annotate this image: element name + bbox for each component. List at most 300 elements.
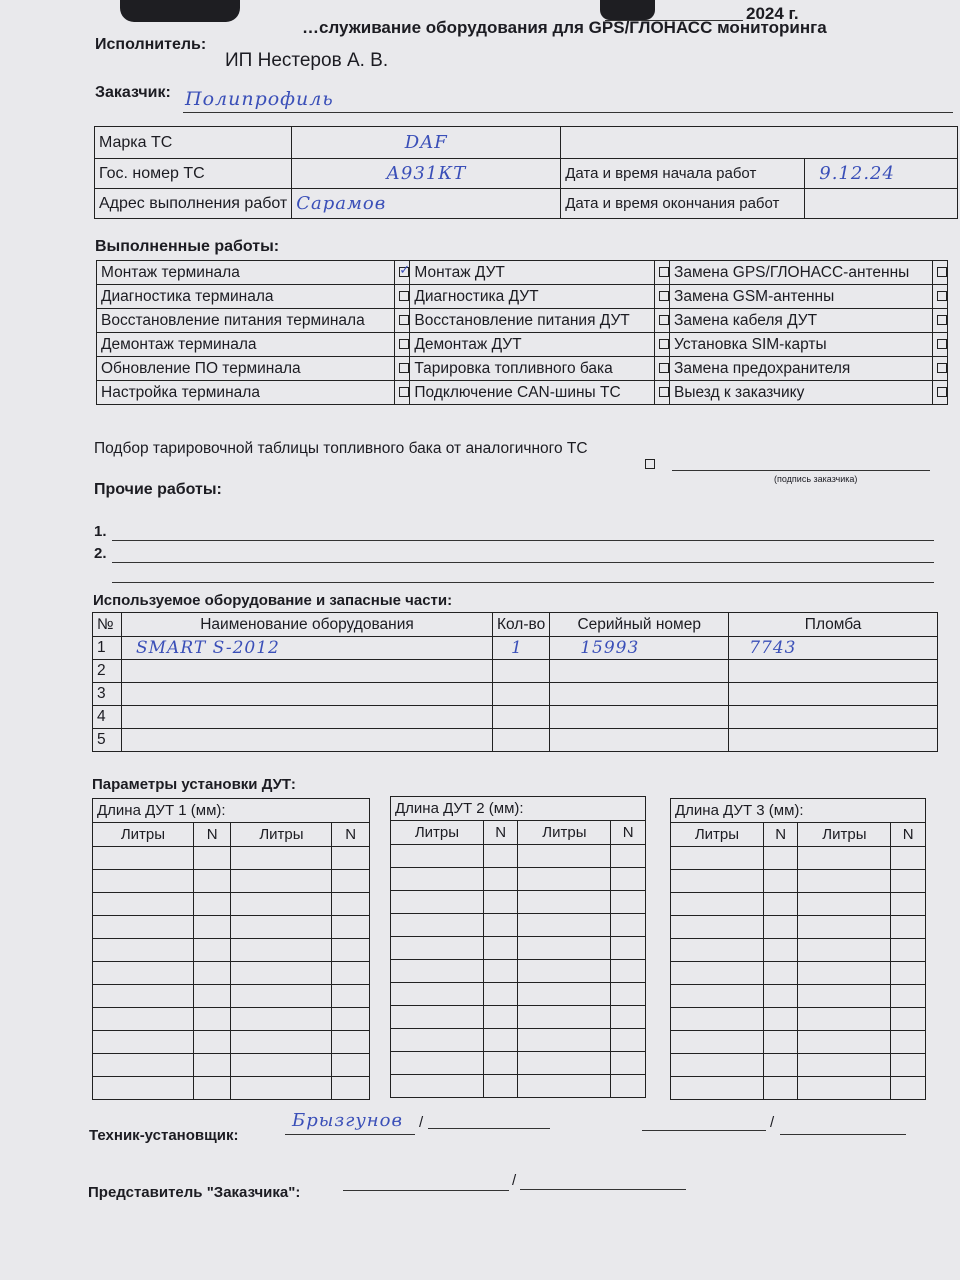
dut-cell[interactable] (332, 847, 370, 870)
row-number: 1 (93, 637, 122, 660)
dut-cell[interactable] (391, 868, 484, 891)
dut-cell[interactable] (391, 845, 484, 868)
clipboard-clip-right (600, 0, 655, 20)
work-label: Замена кабеля ДУТ (670, 309, 933, 333)
dut-cell[interactable] (763, 985, 798, 1008)
equipment-name (122, 683, 493, 706)
dut-cell[interactable] (231, 985, 332, 1008)
dut-cell[interactable] (611, 1029, 646, 1052)
work-checkbox[interactable] (937, 387, 947, 397)
dut-cell[interactable] (798, 916, 891, 939)
equipment-row (93, 637, 938, 660)
dut-row (93, 870, 370, 893)
equipment-name (122, 729, 493, 752)
dut-cell[interactable] (483, 960, 518, 983)
dut-cell[interactable] (231, 916, 332, 939)
dut-cell[interactable] (798, 1077, 891, 1100)
row-number: 3 (93, 683, 122, 706)
dut-col-liters: Литры (231, 823, 332, 847)
dut-cell[interactable] (671, 1054, 764, 1077)
start-label: Дата и время начала работ (561, 159, 805, 189)
work-label: Восстановление питания терминала (97, 309, 395, 333)
dut-cell[interactable] (93, 1008, 194, 1031)
dut-cell[interactable] (483, 891, 518, 914)
other-line-3[interactable] (112, 582, 934, 583)
dut-row (93, 916, 370, 939)
dut-col-n: N (611, 821, 646, 845)
work-checkbox[interactable] (399, 339, 409, 349)
representative-name-line[interactable] (520, 1189, 686, 1190)
equipment-qty: 1 (493, 637, 550, 660)
dut-cell[interactable] (891, 962, 926, 985)
col-seal: Пломба (729, 613, 938, 637)
equipment-seal (729, 706, 938, 729)
work-label: Установка SIM-карты (670, 333, 933, 357)
dut-cell[interactable] (193, 1031, 231, 1054)
equipment-qty (493, 660, 550, 683)
row-number: 5 (93, 729, 122, 752)
dut-cell[interactable] (798, 1008, 891, 1031)
row-number: 2 (93, 660, 122, 683)
dut-row (93, 1031, 370, 1054)
dut-row (671, 962, 926, 985)
equipment-row (93, 706, 938, 729)
dut-col-liters: Литры (93, 823, 194, 847)
dut-cell[interactable] (763, 916, 798, 939)
dut-row (391, 1029, 646, 1052)
work-label: Монтаж терминала (97, 261, 395, 285)
dut-table-title: Длина ДУТ 3 (мм): (671, 799, 926, 823)
works-row (97, 333, 948, 357)
dut-row (93, 1077, 370, 1100)
works-row (97, 357, 948, 381)
dut-cell[interactable] (231, 1008, 332, 1031)
dut-cell[interactable] (332, 1008, 370, 1031)
dut-row (93, 985, 370, 1008)
work-label: Замена предохранителя (670, 357, 933, 381)
dut-cell[interactable] (611, 868, 646, 891)
work-checkbox[interactable] (659, 387, 669, 397)
equipment-serial (550, 660, 729, 683)
work-checkbox[interactable] (659, 267, 669, 277)
work-label: Диагностика ДУТ (410, 285, 654, 309)
work-checkbox[interactable] (399, 315, 409, 325)
dut-cell[interactable] (193, 870, 231, 893)
dut-cell[interactable] (332, 939, 370, 962)
dut-cell[interactable] (891, 939, 926, 962)
dut-cell[interactable] (671, 1077, 764, 1100)
dut-row (391, 868, 646, 891)
dut-cell[interactable] (671, 870, 764, 893)
dut-cell[interactable] (193, 962, 231, 985)
dut-cell[interactable] (483, 868, 518, 891)
dut-row (391, 960, 646, 983)
dut-cell[interactable] (391, 1029, 484, 1052)
dut-row (93, 893, 370, 916)
dut-cell[interactable] (332, 962, 370, 985)
slash-1: / (419, 1114, 424, 1131)
dut-cell[interactable] (332, 1077, 370, 1100)
work-checkbox[interactable] (937, 339, 947, 349)
dut-cell[interactable] (891, 916, 926, 939)
dut-cell[interactable] (891, 1031, 926, 1054)
dut-col-n: N (763, 823, 798, 847)
technician-name-line[interactable] (428, 1128, 550, 1129)
work-checkbox[interactable] (399, 291, 409, 301)
dut-cell[interactable] (231, 870, 332, 893)
dut-row (671, 1008, 926, 1031)
dut-col-liters: Литры (798, 823, 891, 847)
dut-cell[interactable] (93, 870, 194, 893)
dut-cell[interactable] (798, 847, 891, 870)
dut-cell[interactable] (611, 845, 646, 868)
equipment-seal (729, 660, 938, 683)
dut-cell[interactable] (332, 916, 370, 939)
dut-row (671, 1077, 926, 1100)
dut-cell[interactable] (193, 985, 231, 1008)
dut-cell[interactable] (332, 1031, 370, 1054)
dut-cell[interactable] (671, 1008, 764, 1031)
dut-cell[interactable] (391, 1006, 484, 1029)
year: 2024 г. (746, 4, 799, 23)
clipboard-clip (120, 0, 240, 22)
dut-cell[interactable] (483, 937, 518, 960)
equipment-serial (550, 706, 729, 729)
dut-cell[interactable] (611, 891, 646, 914)
vehicle-table (94, 126, 958, 219)
dut-cell[interactable] (231, 939, 332, 962)
dut-table-1 (92, 798, 370, 1100)
address-value: Сарамов (292, 189, 561, 219)
address-label: Адрес выполнения работ (95, 189, 292, 219)
dut-col-liters: Литры (391, 821, 484, 845)
equipment-qty (493, 729, 550, 752)
dut-cell[interactable] (93, 1054, 194, 1077)
work-checkbox[interactable] (399, 363, 409, 373)
other-line-1[interactable] (112, 540, 934, 541)
dut-cell[interactable] (891, 985, 926, 1008)
dut-cell[interactable] (671, 893, 764, 916)
dut-table-title: Длина ДУТ 2 (мм): (391, 797, 646, 821)
dut-row (391, 914, 646, 937)
dut-col-n: N (332, 823, 370, 847)
work-label: Тарировка топливного бака (410, 357, 654, 381)
dut-cell[interactable] (332, 1054, 370, 1077)
work-checkbox[interactable] (659, 339, 669, 349)
dut-cell[interactable] (611, 1052, 646, 1075)
equipment-serial: 15993 (550, 637, 729, 660)
customer-value: Полипрофиль (185, 88, 334, 110)
dut-cell[interactable] (93, 1077, 194, 1100)
dut-cell[interactable] (798, 1054, 891, 1077)
work-checkbox[interactable] (659, 363, 669, 373)
signature-caption: (подпись заказчика) (774, 474, 858, 484)
dut-cell[interactable] (891, 893, 926, 916)
work-label: Настройка терминала (97, 381, 395, 405)
work-label: Демонтаж терминала (97, 333, 395, 357)
dut-cell[interactable] (891, 1054, 926, 1077)
work-checkbox[interactable] (659, 315, 669, 325)
dut-cell[interactable] (231, 1077, 332, 1100)
dut-row (671, 916, 926, 939)
brand-value: DAF (292, 127, 561, 159)
equipment-row (93, 660, 938, 683)
dut-cell[interactable] (611, 983, 646, 1006)
dut-cell[interactable] (93, 847, 194, 870)
dut-cell[interactable] (391, 891, 484, 914)
executor-label: Исполнитель: (95, 36, 207, 53)
col-name: Наименование оборудования (122, 613, 493, 637)
dut-cell[interactable] (483, 1052, 518, 1075)
row-number: 4 (93, 706, 122, 729)
dut-row (391, 891, 646, 914)
dut-cell[interactable] (483, 914, 518, 937)
customer-signature-line (672, 470, 930, 471)
equipment-seal (729, 729, 938, 752)
work-label: Демонтаж ДУТ (410, 333, 654, 357)
dut-cell[interactable] (611, 960, 646, 983)
dut-table-title: Длина ДУТ 1 (мм): (93, 799, 370, 823)
customer-label: Заказчик: (95, 84, 171, 101)
dut-row (93, 1008, 370, 1031)
equipment-serial (550, 683, 729, 706)
dut-row (391, 845, 646, 868)
work-checkbox[interactable] (937, 291, 947, 301)
equipment-name: SMART S-2012 (122, 637, 493, 660)
dut-cell[interactable] (93, 916, 194, 939)
dut-row (93, 1054, 370, 1077)
dut-cell[interactable] (611, 1075, 646, 1098)
work-checkbox[interactable] (399, 267, 409, 277)
dut-cell[interactable] (763, 1077, 798, 1100)
extra-name-line[interactable] (780, 1134, 906, 1135)
dut-cell[interactable] (671, 847, 764, 870)
dut-cell[interactable] (891, 847, 926, 870)
dut-cell[interactable] (798, 962, 891, 985)
dut-row (391, 937, 646, 960)
dut-cell[interactable] (93, 985, 194, 1008)
work-label: Монтаж ДУТ (410, 261, 654, 285)
dut-cell[interactable] (891, 1077, 926, 1100)
dut-cell[interactable] (93, 1031, 194, 1054)
dut-row (671, 893, 926, 916)
dut-cell[interactable] (231, 1054, 332, 1077)
dut-cell[interactable] (518, 1075, 611, 1098)
equipment-seal (729, 683, 938, 706)
dut-row (671, 847, 926, 870)
dut-cell[interactable] (611, 937, 646, 960)
dut-row (671, 939, 926, 962)
tank-table-label: Подбор тарировочной таблицы топливного бака от аналогичного ТС (94, 440, 588, 457)
other-item-2: 2. (94, 545, 107, 562)
dut-cell[interactable] (193, 847, 231, 870)
equipment-qty (493, 706, 550, 729)
dut-cell[interactable] (518, 868, 611, 891)
dut-row (391, 1006, 646, 1029)
technician-label: Техник-установщик: (89, 1127, 239, 1144)
dut-cell[interactable] (391, 960, 484, 983)
dut-cell[interactable] (671, 962, 764, 985)
dut-cell[interactable] (391, 914, 484, 937)
representative-label: Представитель "Заказчика": (88, 1184, 301, 1201)
slash-3: / (512, 1172, 517, 1189)
equipment-row (93, 729, 938, 752)
dut-cell[interactable] (891, 1008, 926, 1031)
dut-cell[interactable] (763, 893, 798, 916)
dut-cell[interactable] (671, 1031, 764, 1054)
dut-cell[interactable] (391, 1052, 484, 1075)
dut-cell[interactable] (518, 937, 611, 960)
extra-sign-line[interactable] (642, 1130, 766, 1131)
work-label: Диагностика терминала (97, 285, 395, 309)
dut-col-n: N (891, 823, 926, 847)
dut-table-3 (670, 798, 926, 1100)
other-heading: Прочие работы: (94, 481, 222, 498)
end-label: Дата и время окончания работ (561, 189, 805, 219)
dut-cell[interactable] (518, 1029, 611, 1052)
dut-cell[interactable] (231, 893, 332, 916)
work-label: Замена GPS/ГЛОНАСС-антенны (670, 261, 933, 285)
dut-cell[interactable] (231, 847, 332, 870)
dut-cell[interactable] (483, 1075, 518, 1098)
dut-row (391, 1052, 646, 1075)
dut-cell[interactable] (518, 1006, 611, 1029)
end-value (805, 189, 958, 219)
dut-cell[interactable] (483, 1029, 518, 1052)
dut-cell[interactable] (332, 870, 370, 893)
dut-col-n: N (193, 823, 231, 847)
representative-sign-line[interactable] (343, 1190, 509, 1191)
work-label: Обновление ПО терминала (97, 357, 395, 381)
dut-heading: Параметры установки ДУТ: (92, 776, 296, 793)
dut-cell[interactable] (763, 1031, 798, 1054)
dut-cell[interactable] (671, 985, 764, 1008)
dut-cell[interactable] (798, 1031, 891, 1054)
works-row (97, 381, 948, 405)
work-label: Замена GSM-антенны (670, 285, 933, 309)
dut-row (93, 939, 370, 962)
work-checkbox[interactable] (937, 363, 947, 373)
dut-cell[interactable] (798, 985, 891, 1008)
dut-cell[interactable] (518, 960, 611, 983)
dut-row (671, 1054, 926, 1077)
dut-cell[interactable] (763, 870, 798, 893)
works-row (97, 309, 948, 333)
dut-cell[interactable] (391, 983, 484, 1006)
dut-cell[interactable] (93, 939, 194, 962)
dut-cell[interactable] (763, 939, 798, 962)
dut-cell[interactable] (483, 983, 518, 1006)
dut-cell[interactable] (193, 1077, 231, 1100)
equipment-name (122, 706, 493, 729)
col-serial: Серийный номер (550, 613, 729, 637)
equipment-row (93, 683, 938, 706)
dut-cell[interactable] (798, 939, 891, 962)
works-row (97, 285, 948, 309)
dut-cell[interactable] (671, 939, 764, 962)
dut-cell[interactable] (93, 962, 194, 985)
dut-cell[interactable] (483, 845, 518, 868)
equipment-heading: Используемое оборудование и запасные части: (93, 592, 453, 609)
dut-table-2 (390, 796, 646, 1098)
dut-cell[interactable] (193, 1008, 231, 1031)
dut-row (671, 870, 926, 893)
dut-cell[interactable] (193, 893, 231, 916)
dut-row (671, 1031, 926, 1054)
dut-cell[interactable] (231, 962, 332, 985)
tank-table-checkbox[interactable] (645, 459, 655, 469)
dut-cell[interactable] (518, 891, 611, 914)
work-checkbox[interactable] (399, 387, 409, 397)
dut-cell[interactable] (231, 1031, 332, 1054)
dut-cell[interactable] (518, 845, 611, 868)
brand-label: Марка ТС (95, 127, 292, 159)
dut-row (93, 847, 370, 870)
dut-cell[interactable] (332, 985, 370, 1008)
col-qty: Кол-во (493, 613, 550, 637)
other-line-2[interactable] (112, 562, 934, 563)
col-number: № (93, 613, 122, 637)
dut-row (671, 985, 926, 1008)
dut-cell[interactable] (518, 914, 611, 937)
dut-cell[interactable] (671, 916, 764, 939)
dut-cell[interactable] (611, 1006, 646, 1029)
dut-cell[interactable] (483, 1006, 518, 1029)
work-label: Подключение CAN-шины ТС (410, 381, 654, 405)
other-item-1: 1. (94, 523, 107, 540)
works-row (97, 261, 948, 285)
technician-signature: Брызгунов (292, 1110, 403, 1131)
equipment-serial (550, 729, 729, 752)
dut-cell[interactable] (391, 1075, 484, 1098)
works-heading: Выполненные работы: (95, 238, 280, 255)
plate-label: Гос. номер ТС (95, 159, 292, 189)
dut-cell[interactable] (193, 916, 231, 939)
slash-2: / (770, 1114, 775, 1131)
dut-cell[interactable] (391, 937, 484, 960)
dut-cell[interactable] (798, 870, 891, 893)
dut-col-liters: Литры (671, 823, 764, 847)
dut-row (391, 983, 646, 1006)
dut-cell[interactable] (763, 1054, 798, 1077)
dut-cell[interactable] (763, 847, 798, 870)
document-title: …служивание оборудования для GPS/ГЛОНАСС мониторинга (302, 18, 827, 37)
dut-cell[interactable] (891, 870, 926, 893)
dut-cell[interactable] (193, 939, 231, 962)
dut-cell[interactable] (763, 1008, 798, 1031)
work-checkbox[interactable] (937, 267, 947, 277)
work-checkbox[interactable] (659, 291, 669, 301)
work-label: Выезд к заказчику (670, 381, 933, 405)
equipment-seal: 7743 (729, 637, 938, 660)
dut-cell[interactable] (518, 1052, 611, 1075)
equipment-table (92, 612, 938, 752)
work-checkbox[interactable] (937, 315, 947, 325)
dut-cell[interactable] (798, 893, 891, 916)
technician-sign-line[interactable] (285, 1134, 415, 1135)
executor-value: ИП Нестеров А. В. (225, 50, 389, 71)
work-label: Восстановление питания ДУТ (410, 309, 654, 333)
dut-cell[interactable] (193, 1054, 231, 1077)
plate-value: А931КТ (292, 159, 561, 189)
dut-cell[interactable] (518, 983, 611, 1006)
customer-line (183, 112, 953, 113)
dut-cell[interactable] (332, 893, 370, 916)
equipment-name (122, 660, 493, 683)
dut-cell[interactable] (93, 893, 194, 916)
dut-cell[interactable] (763, 962, 798, 985)
dut-cell[interactable] (611, 914, 646, 937)
